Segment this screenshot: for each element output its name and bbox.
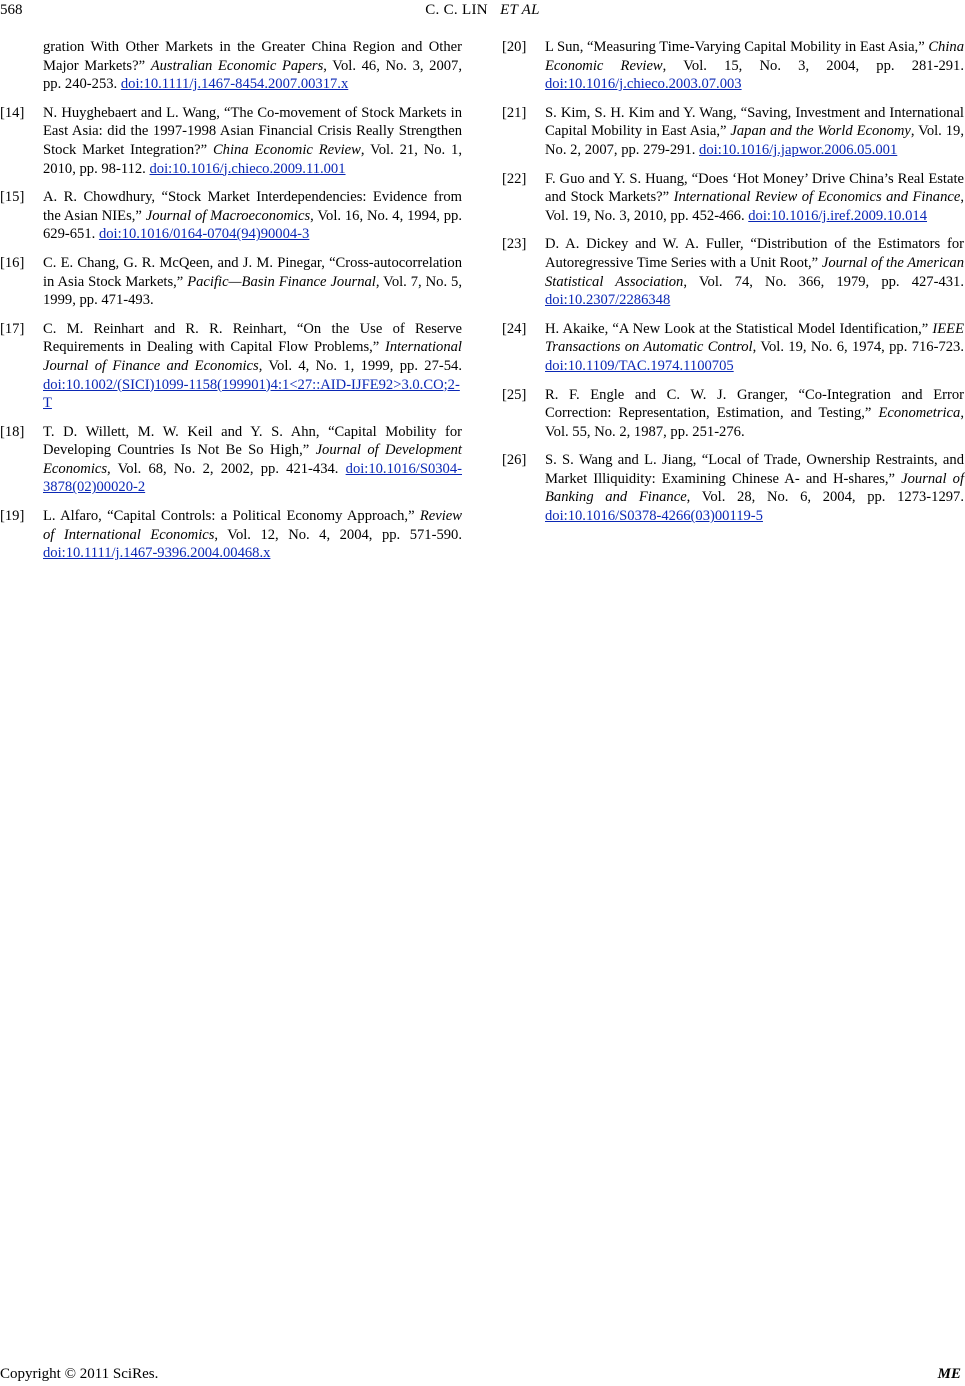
page-number: 568 <box>0 2 23 18</box>
reference-number: [17] <box>0 320 25 337</box>
reference-text: , Vol. 19, No. 3, 2010, pp. 452-466. <box>545 189 964 224</box>
reference-entry <box>0 104 462 178</box>
journal-title: China Economic Review <box>545 39 965 74</box>
reference-number: [14] <box>0 104 25 121</box>
journal-title: International Journal of Finance and Economics <box>43 339 462 374</box>
reference-text: , Vol. 74, No. 366, 1979, pp. 427-431. <box>683 273 964 290</box>
running-header-etal: ET AL <box>500 2 540 18</box>
reference-text: , Vol. 68, No. 2, 2002, pp. 421-434. <box>107 460 346 477</box>
reference-entry <box>0 507 462 563</box>
journal-title: Australian Economic Papers <box>150 57 324 74</box>
reference-number: [25] <box>502 386 527 403</box>
reference-text: A. R. Chowdhury, “Stock Market Interdependencies: Evidence from the Asian NIEs,” <box>43 189 462 224</box>
reference-entry <box>502 170 964 226</box>
reference-entry <box>0 254 462 310</box>
reference-text: , Vol. 55, No. 2, 1987, pp. 251-276. <box>545 405 964 440</box>
reference-entry <box>502 386 964 442</box>
reference-entry <box>502 451 964 525</box>
reference-text: D. A. Dickey and W. A. Fuller, “Distribution of the Estimators for Autoregressive Time Series with a Unit Root,” <box>545 236 964 271</box>
reference-number: [15] <box>0 189 25 206</box>
journal-title: Econometrica <box>878 405 961 422</box>
journal-title: IEEE Transactions on Automatic Control <box>545 320 964 356</box>
reference-text: H. Akaike, “A New Look at the Statistical Model Identification,” <box>545 320 933 337</box>
reference-entry <box>502 320 964 376</box>
doi-link[interactable]: doi:10.2307/2286348 <box>545 292 671 309</box>
reference-number: [18] <box>0 423 25 440</box>
reference-entry <box>0 38 462 94</box>
reference-text: , Vol. 7, No. 5, 1999, pp. 471-493. <box>43 273 462 309</box>
journal-title: China Economic Review <box>212 141 361 158</box>
doi-link[interactable]: doi:10.1109/TAC.1974.1100705 <box>545 357 734 374</box>
reference-text: , Vol. 12, No. 4, 2004, pp. 571-590. <box>214 526 462 543</box>
reference-entry <box>0 423 462 497</box>
reference-text: N. Huyghebaert and L. Wang, “The Co-movement of Stock Markets in East Asia: did the 1997-1998 Asian Financial Crisis Really Strengthen Stock Market Integration?” <box>43 104 462 158</box>
doi-link[interactable]: doi:10.1016/j.chieco.2009.11.001 <box>149 160 346 177</box>
reference-text: C. E. Chang, G. R. McQeen, and J. M. Pinegar, “Cross-autocorrelation in Asia Stock Markets,” <box>43 254 462 290</box>
journal-title: Japan and the World Economy <box>730 123 911 140</box>
journal-title: Review of International Economics <box>43 508 462 543</box>
reference-text: , Vol. 4, No. 1, 1999, pp. 27-54. <box>258 357 462 374</box>
reference-entry <box>502 235 964 309</box>
doi-link[interactable]: doi:10.1111/j.1467-8454.2007.00317.x <box>120 76 349 93</box>
doi-link[interactable]: doi:10.1111/j.1467-9396.2004.00468.x <box>43 545 271 562</box>
doi-link[interactable]: doi:10.1016/j.chieco.2003.07.003 <box>545 76 742 93</box>
reference-number: [19] <box>0 508 25 525</box>
copyright-notice: Copyright © 2011 SciRes. <box>0 1366 159 1382</box>
reference-text: , Vol. 16, No. 4, 1994, pp. 629-651. <box>43 207 462 243</box>
reference-text: , Vol. 21, No. 1, 2010, pp. 98-112. <box>43 141 462 177</box>
running-header-authors: C. C. LIN <box>425 2 488 18</box>
reference-text: , Vol. 19, No. 6, 1974, pp. 716-723. <box>752 339 964 356</box>
journal-title: Journal of the American Statistical Association <box>545 254 965 290</box>
reference-text: F. Guo and Y. S. Huang, “Does ‘Hot Money’ Drive China’s Real Estate and Stock Markets?” <box>545 170 964 206</box>
doi-link[interactable]: doi:10.1016/0164-0704(94)90004-3 <box>98 226 310 243</box>
reference-entry <box>0 188 462 244</box>
reference-entry <box>0 320 462 413</box>
reference-text: , Vol. 28, No. 6, 2004, pp. 1273-1297. <box>686 489 964 506</box>
reference-number: [22] <box>502 170 527 187</box>
reference-text: L. Alfaro, “Capital Controls: a Political Economy Approach,” <box>43 508 420 525</box>
reference-text: gration With Other Markets in the Greater China Region and Other Major Markets?” <box>43 39 462 74</box>
reference-text: , Vol. 19, No. 2, 2007, pp. 279-291. <box>545 123 964 158</box>
reference-text: , Vol. 15, No. 3, 2004, pp. 281-291. <box>662 57 964 74</box>
doi-link[interactable]: doi:10.1016/S0304-3878(02)00020-2 <box>43 460 462 496</box>
reference-number: [23] <box>502 236 527 253</box>
running-header <box>0 2 965 19</box>
doi-link[interactable]: doi:10.1016/S0378-4266(03)00119-5 <box>545 508 763 525</box>
journal-title: Journal of Macroeconomics <box>145 207 311 224</box>
journal-title: Pacific—Basin Finance Journal <box>187 273 376 290</box>
reference-text: C. M. Reinhart and R. R. Reinhart, “On the Use of Reserve Requirements in Dealing with Capital Flow Problems,” <box>43 320 462 356</box>
reference-text: S. Kim, S. H. Kim and Y. Wang, “Saving, Investment and International Capital Mobility in East Asia,” <box>545 104 964 140</box>
reference-number: [24] <box>502 320 527 337</box>
reference-entry <box>502 38 964 94</box>
reference-list-right-column <box>502 38 964 536</box>
reference-text: S. S. Wang and L. Jiang, “Local of Trade, Ownership Restraints, and Market Illiquidity: Examining Chinese A- and H-shares,” <box>545 452 964 487</box>
journal-title: Journal of Banking and Finance <box>545 470 964 506</box>
reference-text: R. F. Engle and C. W. J. Granger, “Co-Integration and Error Correction: Representation, Estimation, and Testing,” <box>545 386 964 422</box>
reference-number: [26] <box>502 452 527 469</box>
reference-number: [21] <box>502 104 527 121</box>
reference-list-left-column <box>0 38 462 573</box>
journal-title: International Review of Economics and Finance <box>673 189 961 206</box>
doi-link[interactable]: doi:10.1016/j.iref.2009.10.014 <box>748 207 928 224</box>
reference-text: T. D. Willett, M. W. Keil and Y. S. Ahn, “Capital Mobility for Developing Countries Is Not Be So High,” <box>43 423 462 459</box>
reference-number: [20] <box>502 39 527 55</box>
reference-number: [16] <box>0 254 25 271</box>
doi-link[interactable]: doi:10.1002/(SICI)1099-1158(199901)4:1<27::AID-IJFE92>3.0.CO;2-T <box>43 376 460 412</box>
journal-abbreviation: ME <box>937 1366 961 1382</box>
reference-entry <box>502 104 964 160</box>
doi-link[interactable]: doi:10.1016/j.japwor.2006.05.001 <box>699 141 898 158</box>
reference-text: L Sun, “Measuring Time-Varying Capital Mobility in East Asia,” <box>545 39 929 55</box>
journal-title: Journal of Development Economics <box>43 442 462 477</box>
reference-text: , Vol. 46, No. 3, 2007, pp. 240-253. <box>43 57 462 93</box>
